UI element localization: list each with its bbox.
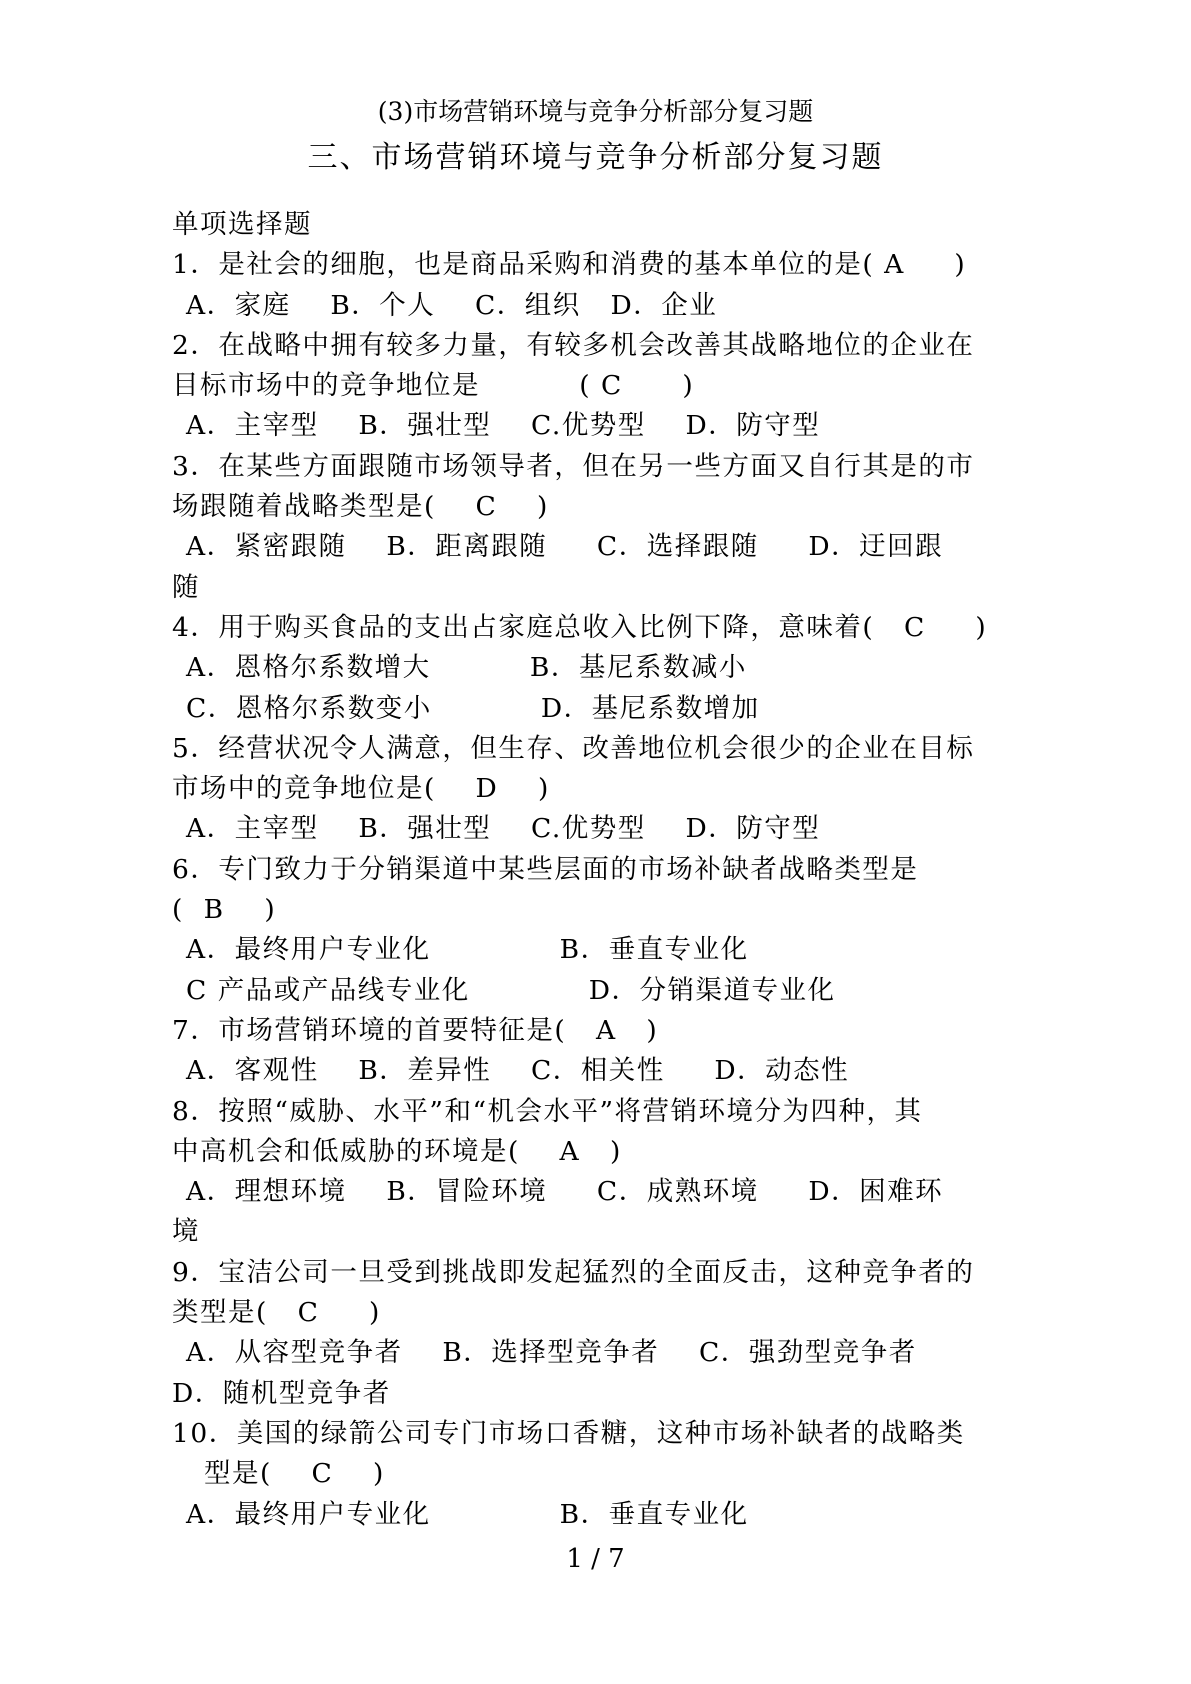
answer-options: A．客观性 B．差异性 C．相关性 D．动态性 [186, 1055, 850, 1087]
question-text: 目标市场中的竞争地位是 ( C ) [172, 370, 695, 402]
question-lines [172, 245, 1032, 1535]
page-number: 1 / 7 [566, 1544, 625, 1574]
answer-options: C．恩格尔系数变小 D．基尼系数增加 [186, 692, 760, 724]
question-text: D．随机型竞争者 [172, 1377, 391, 1409]
question-text: 5．经营状况令人满意，但生存、改善地位机会很少的企业在目标 [172, 732, 975, 764]
answer-options: A．从容型竞争者 B．选择型竞争者 C．强劲型竞争者 [186, 1337, 917, 1369]
document-header: (3)市场营销环境与竞争分析部分复习题 [377, 97, 814, 126]
question-text: 境 [172, 1216, 200, 1248]
question-text: 10．美国的绿箭公司专门市场口香糖，这种市场补缺者的战略类 [172, 1417, 965, 1449]
answer-options: A．主宰型 B．强壮型 C.优势型 D．防守型 [186, 813, 821, 845]
answer-options: A．家庭 B．个人 C．组织 D．企业 [186, 289, 718, 321]
question-text: 3．在某些方面跟随市场领导者，但在另一些方面又自行其是的市 [172, 450, 975, 482]
question-text: 中高机会和低威胁的环境是( A ) [172, 1135, 622, 1167]
question-text: ( B ) [172, 894, 277, 926]
answer-options: A．紧密跟随 B．距离跟随 C．选择跟随 D．迂回跟 [186, 531, 944, 563]
question-text: 8．按照“威胁、水平”和“机会水平”将营销环境分为四种，其 [172, 1095, 923, 1127]
answer-options: A．恩格尔系数增大 B．基尼系数减小 [186, 652, 747, 684]
question-text: 随 [172, 571, 200, 603]
question-text: 2．在战略中拥有较多力量，有较多机会改善其战略地位的企业在 [172, 329, 975, 361]
document-title: 三、市场营销环境与竞争分析部分复习题 [307, 140, 884, 175]
question-text: 6．专门致力于分销渠道中某些层面的市场补缺者战略类型是 [172, 853, 919, 885]
question-text: 1．是社会的细胞，也是商品采购和消费的基本单位的是( A ) [172, 249, 967, 281]
answer-options: A．理想环境 B．冒险环境 C．成熟环境 D．困难环 [186, 1176, 944, 1208]
question-text: 型是( C ) [204, 1458, 385, 1490]
section-heading: 单项选择题 [172, 209, 312, 240]
question-text: 9．宝洁公司一旦受到挑战即发起猛烈的全面反击，这种竞争者的 [172, 1256, 975, 1288]
question-text: 4．用于购买食品的支出占家庭总收入比例下降，意味着( C ) [172, 611, 988, 643]
answer-options: C 产品或产品线专业化 D．分销渠道专业化 [186, 974, 836, 1006]
question-text: 类型是( C ) [172, 1297, 381, 1329]
answer-options: A．最终用户专业化 B．垂直专业化 [186, 1498, 749, 1530]
question-text: 7．市场营销环境的首要特征是( A ) [172, 1014, 659, 1046]
question-text: 场跟随着战略类型是( C ) [172, 491, 549, 523]
question-text: 市场中的竞争地位是( D ) [172, 773, 550, 805]
question-list [172, 205, 1032, 1535]
answer-options: A．最终用户专业化 B．垂直专业化 [186, 934, 749, 966]
answer-options: A．主宰型 B．强壮型 C.优势型 D．防守型 [186, 410, 821, 442]
